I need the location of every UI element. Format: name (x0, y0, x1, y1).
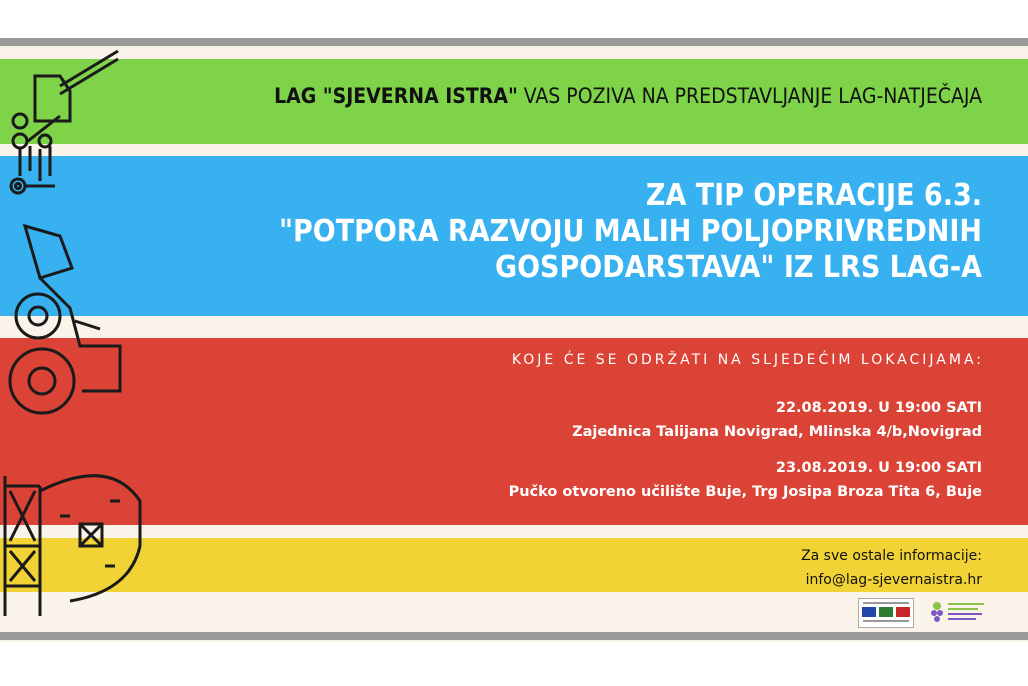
locations-subtitle: KOJE ĆE SE ODRŽATI NA SLJEDEĆIM LOKACIJAMA: (511, 352, 984, 368)
tractor-icon (10, 226, 120, 413)
event-date: 22.08.2019. U 19:00 SATI (775, 400, 982, 416)
event-date: 23.08.2019. U 19:00 SATI (775, 460, 982, 476)
seeder-icon (11, 51, 118, 193)
farm-machinery-illustration (0, 46, 160, 632)
contact-label: Za sve ostale informacije: (801, 548, 982, 564)
event-place: Zajednica Talijana Novigrad, Mlinska 4/b,Novigrad (572, 424, 982, 440)
event-2 (509, 456, 982, 504)
title-line-1: ZA TIP OPERACIJE 6.3. (645, 178, 982, 213)
lag-logo (928, 598, 988, 628)
title-line-3: GOSPODARSTAVA" IZ LRS LAG-A (494, 250, 982, 285)
bottom-border (0, 632, 1028, 640)
eu-logo (858, 598, 914, 628)
title-line-2: "POTPORA RAZVOJU MALIH POLJOPRIVREDNIH (278, 214, 982, 249)
contact-info (801, 544, 982, 592)
invitation-header (274, 84, 982, 108)
invitation-text: VAS POZIVA NA PREDSTAVLJANJE LAG-NATJEČAJA (517, 84, 982, 108)
top-border (0, 38, 1028, 46)
event-place: Pučko otvoreno učilište Buje, Trg Josipa Broza Tita 6, Buje (508, 484, 982, 500)
barn-icon (5, 476, 140, 616)
page-title (279, 178, 982, 286)
organizer-name: LAG "SJEVERNA ISTRA" (274, 84, 518, 108)
contact-email[interactable]: info@lag-sjevernaistra.hr (805, 572, 982, 588)
event-1 (572, 396, 982, 444)
